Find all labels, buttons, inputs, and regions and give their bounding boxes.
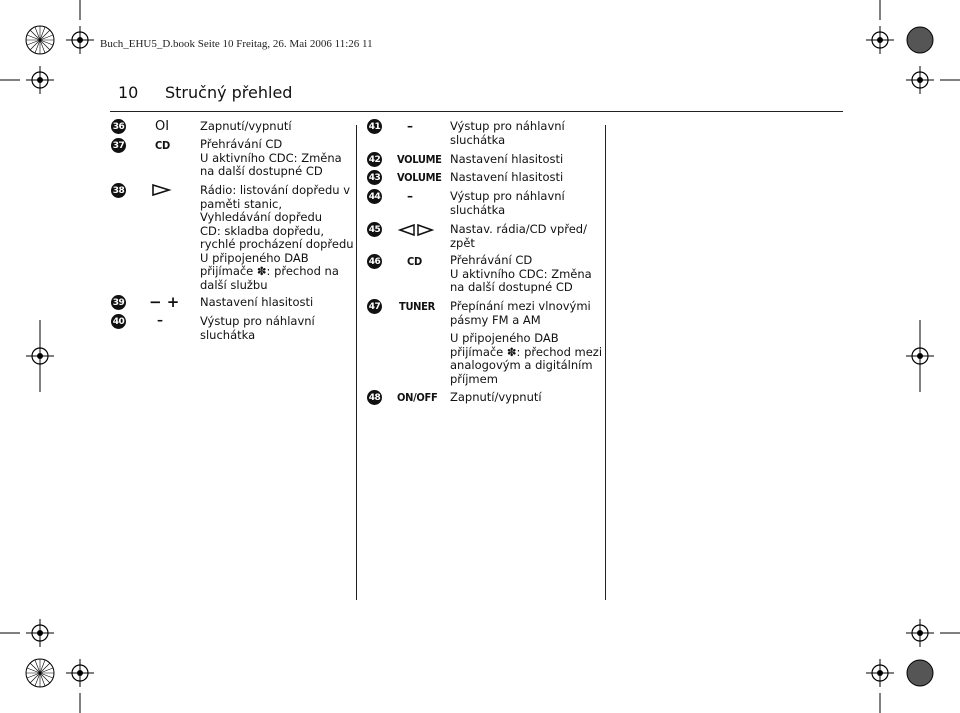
cd-button-label: CD	[407, 255, 422, 268]
item-number-badge: 46	[367, 254, 382, 269]
power-symbol-icon: OI	[155, 119, 170, 134]
registration-star-icon	[26, 26, 54, 54]
item-number-badge: 45	[367, 222, 382, 237]
item-number-badge: 41	[367, 119, 382, 134]
item-number-badge: 47	[367, 299, 382, 314]
item-number-badge: 36	[111, 119, 126, 134]
print-file-info: Buch_EHU5_D.book Seite 10 Freitag, 26. Mai 2006 11:26 11	[100, 38, 373, 50]
item-description: Výstup pro náhlavní sluchátka	[450, 119, 565, 147]
seek-forward-icon	[150, 183, 172, 197]
headphone-dash-symbol: –	[157, 313, 163, 327]
registration-star-icon	[26, 659, 54, 687]
tuner-button-label: TUNER	[399, 300, 435, 313]
item-description: Nastavení hlasitosti	[200, 295, 314, 309]
header-rule	[110, 111, 843, 112]
item-description: Nastav. rádia/CD vpřed/ zpět	[450, 222, 587, 250]
page-number: 10	[118, 83, 139, 102]
volume-button-label: VOLUME	[397, 153, 442, 166]
column-divider	[356, 125, 357, 600]
column-divider	[605, 125, 606, 600]
item-description: Výstup pro náhlavní sluchátka	[200, 314, 315, 342]
item-number-badge: 39	[111, 295, 126, 310]
item-description: Nastavení hlasitosti	[450, 170, 564, 184]
on-off-button-label: ON/OFF	[397, 391, 438, 404]
headphone-dash-symbol: –	[407, 119, 413, 133]
seek-back-forward-icon	[398, 223, 434, 237]
item-description: Rádio: listování dopředu v paměti stanic, Vyhledávání dopředu CD: skladba dopředu, rychlé procházení dopředu U připojeného DAB přijímače ✽: přechod na další službu	[200, 183, 354, 292]
item-number-badge: 48	[367, 390, 382, 405]
cd-button-label: CD	[155, 139, 170, 152]
item-number-badge: 42	[367, 152, 382, 167]
headphone-dash-symbol: –	[407, 189, 413, 203]
volume-minus-plus-icon: − +	[149, 293, 180, 311]
page-title: Stručný přehled	[165, 83, 293, 102]
item-description: Přehrávání CD U aktivního CDC: Změna na další dostupné CD	[450, 253, 592, 294]
volume-button-label: VOLUME	[397, 171, 442, 184]
item-number-badge: 40	[111, 314, 126, 329]
item-number-badge: 37	[111, 138, 126, 153]
item-description: U připojeného DAB přijímače ✽: přechod mezi analogovým a digitálním příjmem	[450, 331, 603, 386]
item-description: Zapnutí/vypnutí	[200, 119, 292, 133]
item-number-badge: 38	[111, 183, 126, 198]
item-description: Nastavení hlasitosti	[450, 152, 564, 166]
item-number-badge: 43	[367, 170, 382, 185]
item-description: Výstup pro náhlavní sluchátka	[450, 189, 565, 217]
item-number-badge: 44	[367, 189, 382, 204]
item-description: Zapnutí/vypnutí	[450, 390, 542, 404]
item-description: Přepínání mezi vlnovými pásmy FM a AM	[450, 299, 591, 327]
item-description: Přehrávání CD U aktivního CDC: Změna na další dostupné CD	[200, 137, 342, 178]
